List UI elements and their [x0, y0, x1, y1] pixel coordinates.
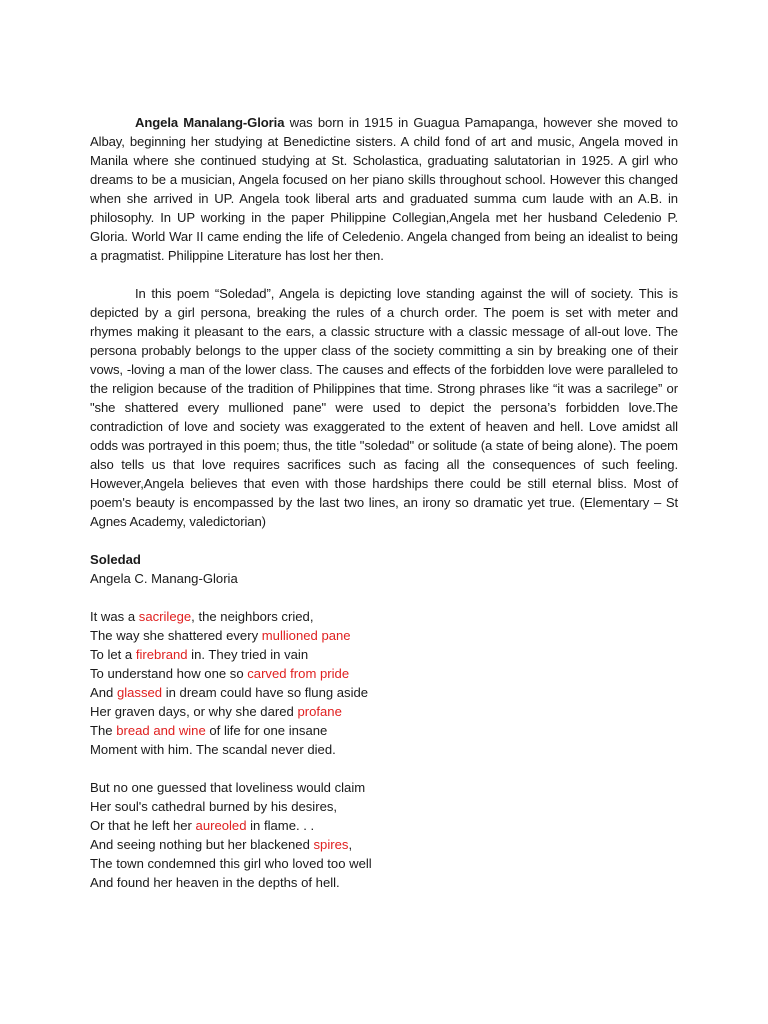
highlighted-word: carved from pride — [247, 666, 350, 681]
biography-paragraph — [90, 113, 678, 265]
highlighted-word: sacrilege — [138, 609, 192, 624]
highlighted-word: bread and wine — [116, 723, 206, 738]
poem-line: And found her heaven in the depths of hell. — [90, 875, 340, 890]
highlighted-word: aureoled — [195, 818, 247, 833]
poem-line: And seeing nothing but her blackened spires, — [90, 837, 353, 852]
poem-stanza-2 — [90, 778, 678, 892]
poem-line: Her graven days, or why she dared profane — [90, 704, 342, 719]
poem-line: It was a sacrilege, the neighbors cried, — [90, 609, 314, 624]
poem-line: The way she shattered every mullioned pane — [90, 628, 351, 643]
poem-author: Angela C. Manang-Gloria — [90, 571, 238, 586]
poem-stanza-1 — [90, 607, 678, 759]
highlighted-word: mullioned pane — [261, 628, 351, 643]
poem-line: To let a firebrand in. They tried in vain — [90, 647, 309, 662]
poem-line: Or that he left her aureoled in flame. . . — [90, 818, 315, 833]
highlighted-word: spires — [313, 837, 349, 852]
document-body — [90, 113, 678, 892]
poem-line: But no one guessed that loveliness would claim — [90, 780, 366, 795]
poem-line: Moment with him. The scandal never died. — [90, 742, 336, 757]
highlighted-word: profane — [297, 704, 342, 719]
poem-line: The town condemned this girl who loved too well — [90, 856, 372, 871]
poem-line: To understand how one so carved from pride — [90, 666, 350, 681]
poem-line: And glassed in dream could have so flung aside — [90, 685, 369, 700]
highlighted-word: firebrand — [135, 647, 188, 662]
highlighted-word: glassed — [116, 685, 163, 700]
biography-text: was born in 1915 in Guagua Pamapanga, however she moved to Albay, beginning her studying at Benedictine sisters. A child fond of art and music, Angela moved in Manila where she continued studying at St. Scholastica, graduating salutatorian in 1925. A girl who dreams to be a musician, Angela focused on her piano skills throughout school. However this changed when she arrived in UP. Angela took liberal arts and graduated summa cum laude with an A.B. in philosophy. In UP working in the paper Philippine Collegian,Angela met her husband Celedenio P. Gloria. World War II came ending the life of Celedenio. Angela changed from being an idealist to being a pragmatist. Philippine Literature has lost her then. — [90, 115, 678, 263]
poem-title: Soledad — [90, 552, 141, 567]
author-name: Angela Manalang-Gloria — [135, 115, 285, 130]
poem — [90, 550, 678, 892]
poem-line: Her soul's cathedral burned by his desires, — [90, 799, 338, 814]
analysis-paragraph: In this poem “Soledad”, Angela is depicting love standing against the will of society. This is depicted by a girl persona, breaking the rules of a church order. The poem is set with meter and rhymes making it pleasant to the ears, a classic structure with a classic message of all-out love. The persona probably belongs to the upper class of the society committing a sin by breaking one of their vows, -loving a man of the lower class. The causes and effects of the forbidden love were paralleled to the religion because of the tradition of Philippines that time. Strong phrases like “it was a sacrilege” or "she shattered every mullioned pane" were used to depict the persona’s forbidden love.The contradiction of love and society was exaggerated to the extent of heaven and hell. Love amidst all odds was portrayed in this poem; thus, the title "soledad" or solitude (a state of being alone). The poem also tells us that love requires sacrifices such as facing all the consequences of such feeling. However,Angela believes that even with those hardships there could be still eternal bliss. Most of poem's beauty is encompassed by the last two lines, an irony so dramatic yet true. (Elementary – St Agnes Academy, valedictorian) — [90, 286, 678, 529]
poem-line: The bread and wine of life for one insane — [90, 723, 328, 738]
